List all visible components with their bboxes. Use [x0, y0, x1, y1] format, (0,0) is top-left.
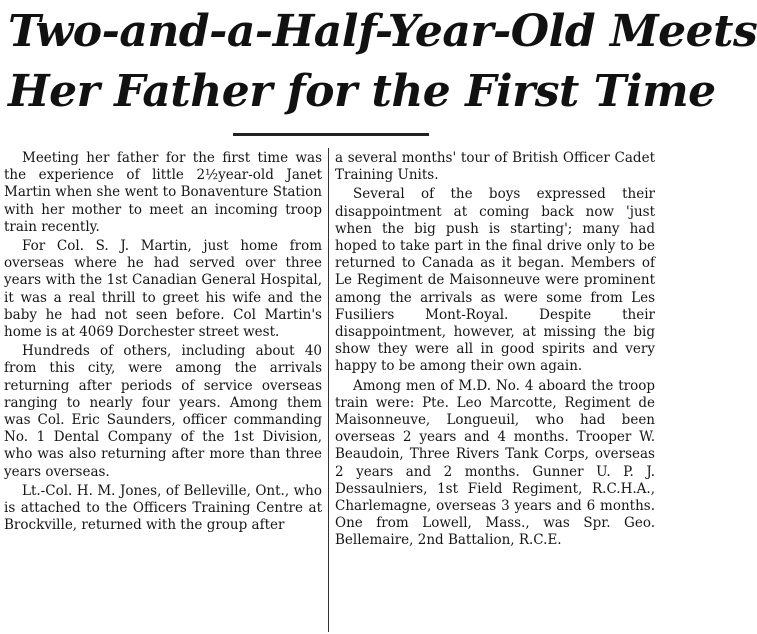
article-paragraph-continued: a several months' tour of British Officer Cadet Training Units. — [335, 150, 655, 184]
article-paragraph: Several of the boys expressed their disappointment at coming back now 'just when the big push is starting'; many had hoped to take part in the final drive only to be returned to Canada as it began. Members of Le Regiment de Maisonneuve were prominent among the arrivals as were some from Les Fusiliers Mont-Royal. Despite their disappointment, however, at missing the big show they were all in good spirits and very happy to be among their own again. — [335, 186, 655, 375]
article-paragraph: Meeting her father for the first time was the experience of little 2½year-old Janet Martin when she went to Bonaventure Station with her mother to meet an incoming troop train recently. — [4, 150, 322, 235]
article-right-column — [335, 150, 655, 632]
article-left-column — [4, 150, 322, 632]
headline-line-2: Her Father for the First Time — [8, 66, 716, 117]
article-paragraph: Among men of M.D. No. 4 aboard the troop train were: Pte. Leo Marcotte, Regiment de Maisonneuve, Longueuil, who had been overseas 2 years and 4 months. Trooper W. Beaudoin, Three Rivers Tank Corps, overseas 2 years and 2 months. Gunner U. P. J. Dessaulniers, 1st Field Regiment, R.C.H.A., Charlemagne, overseas 3 years and 6 months. One from Lowell, Mass., was Spr. Geo. Bellemaire, 2nd Battalion, R.C.E. — [335, 377, 655, 549]
article-paragraph: Lt.-Col. H. M. Jones, of Belleville, Ont., who is attached to the Officers Training Centre at Brockville, returned with the group after — [4, 482, 322, 534]
article-paragraph: For Col. S. J. Martin, just home from overseas where he had served over three years with the 1st Canadian General Hospital, it was a real thrill to greet his wife and the baby he had not seen before. Col Martin's home is at 4069 Dorchester street west. — [4, 238, 322, 341]
column-divider — [328, 148, 329, 632]
headline-rule — [233, 133, 429, 136]
headline-line-1: Two-and-a-Half-Year-Old Meets — [8, 6, 757, 57]
article-paragraph: Hundreds of others, including about 40 from this city, were among the arrivals returning after periods of service overseas ranging to nearly four years. Among them was Col. Eric Saunders, officer commanding No. 1 Dental Company of the 1st Division, who was also returning after more than three years overseas. — [4, 343, 322, 480]
